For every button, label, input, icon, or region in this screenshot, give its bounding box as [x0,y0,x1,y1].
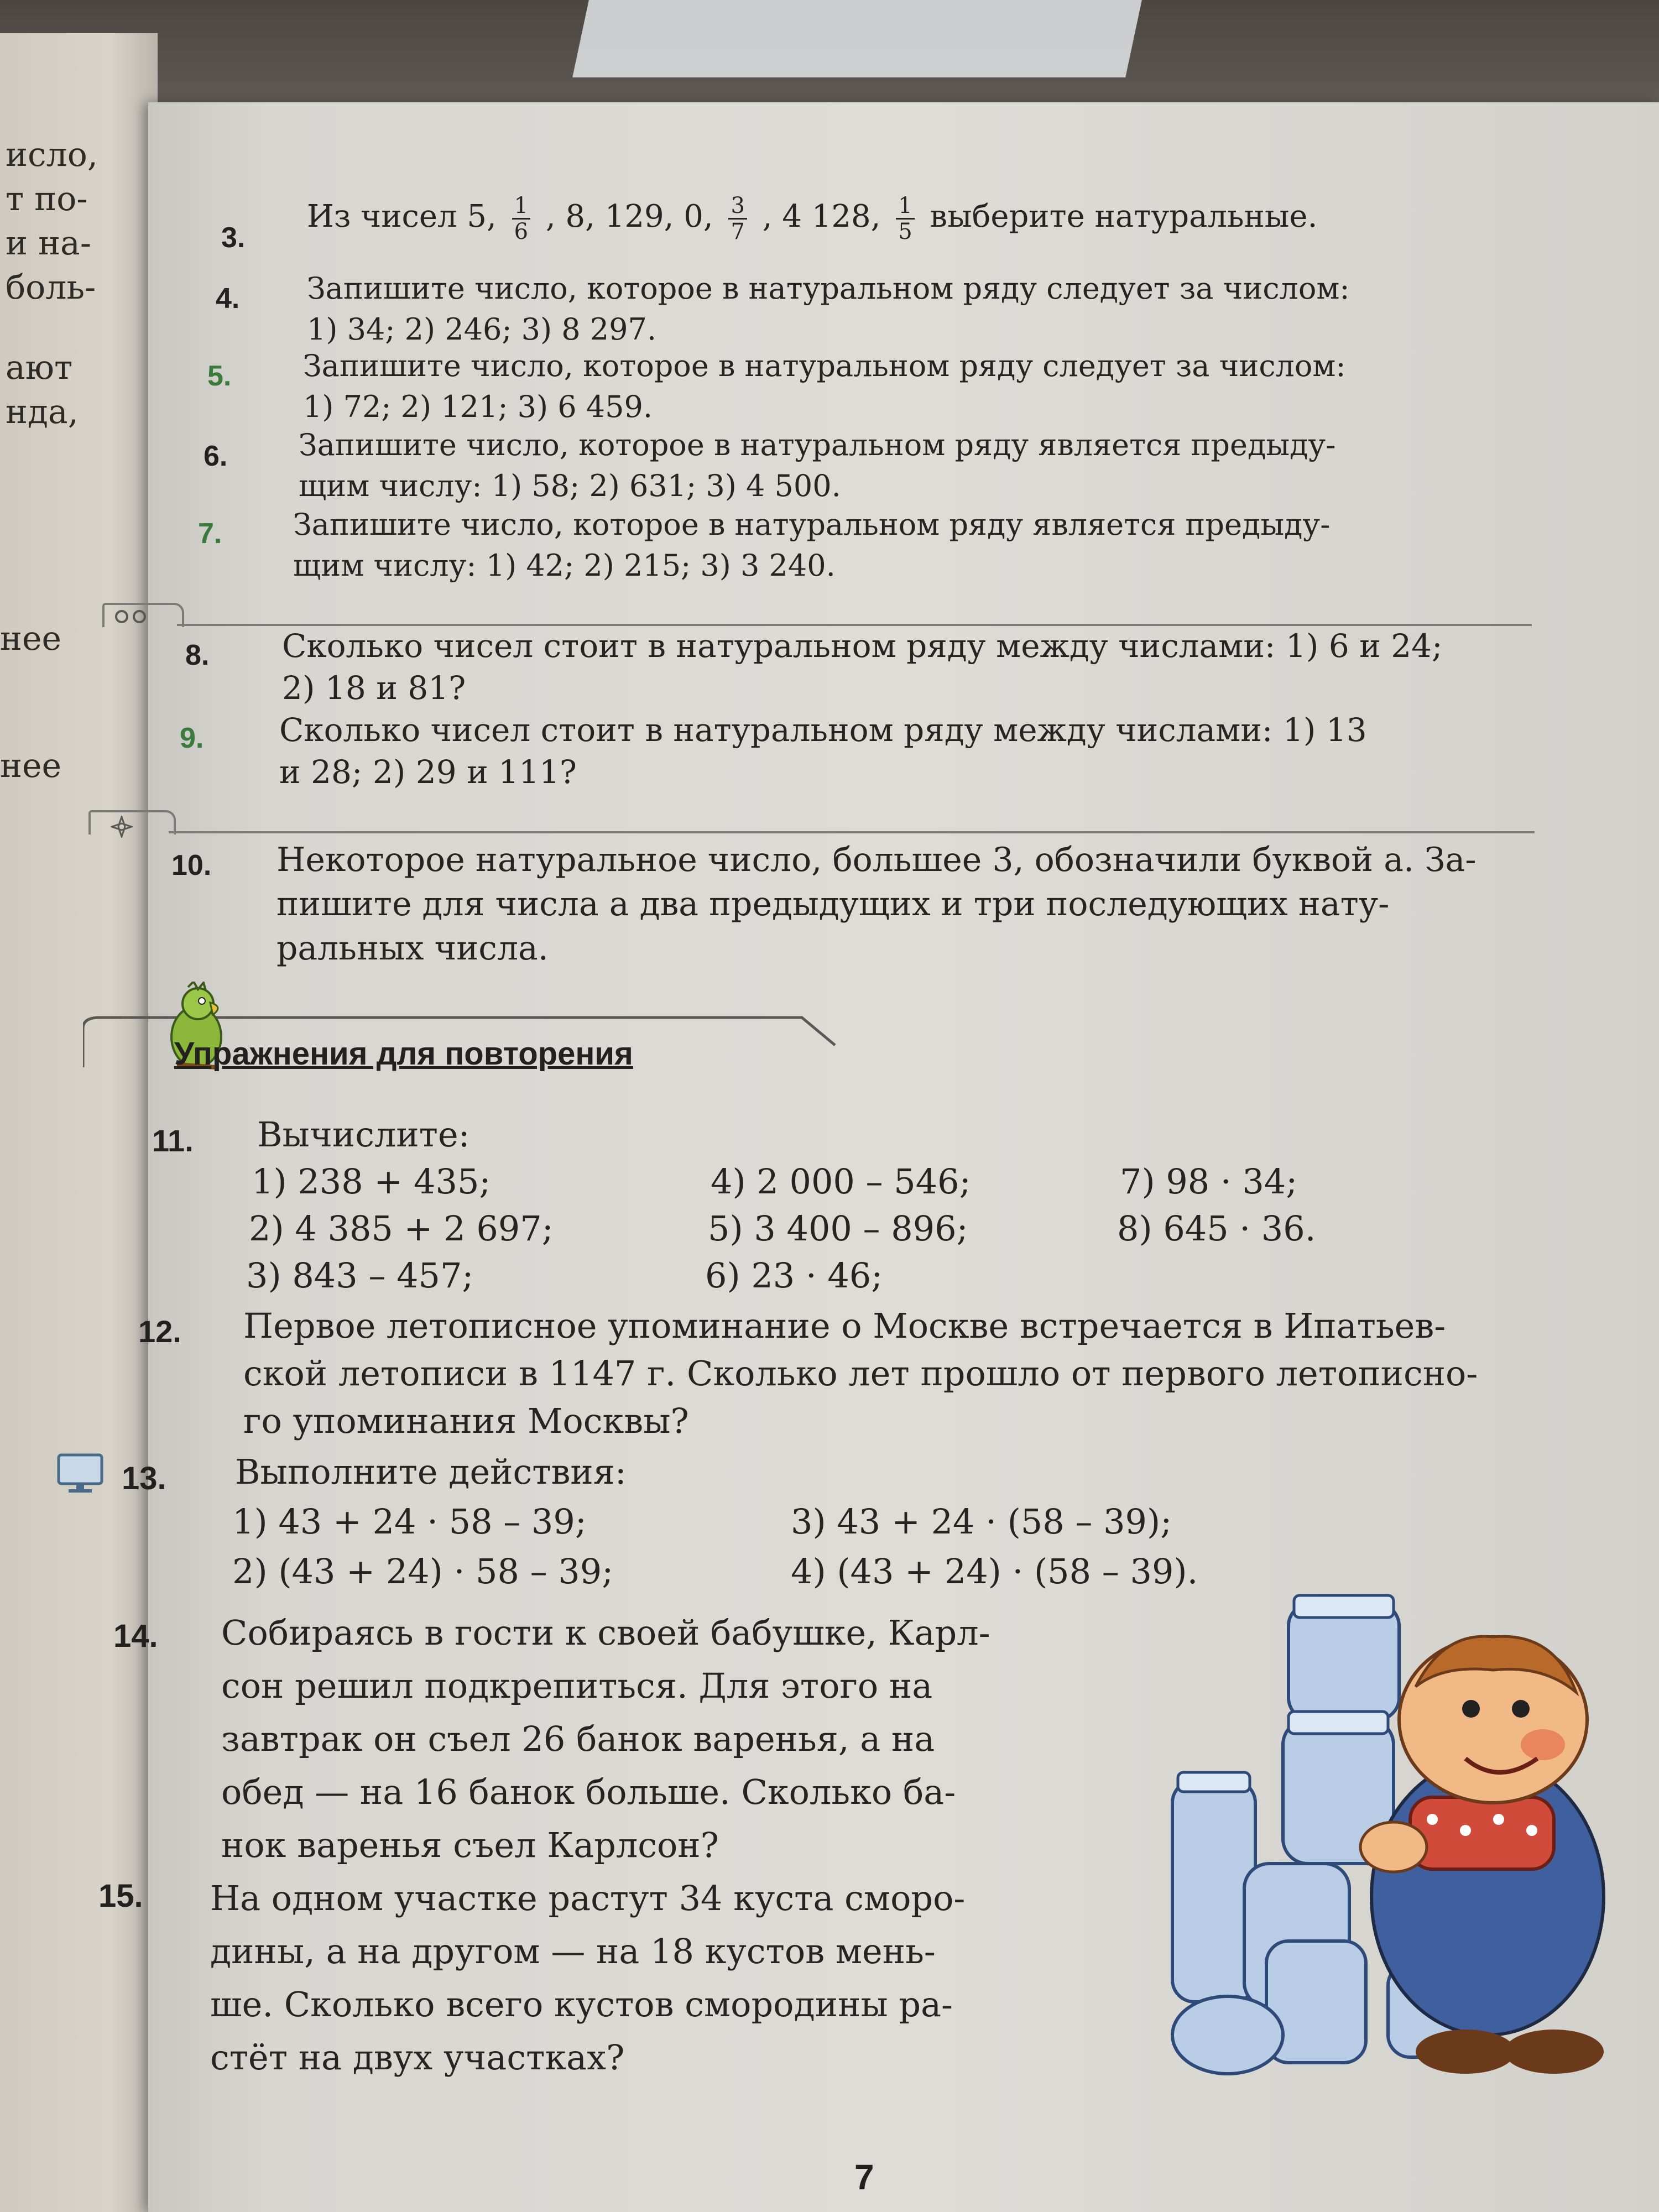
exercise-title: Вычислите: [257,1114,470,1155]
task-item: 1) 238 + 435; [252,1161,491,1202]
exercise-12-text: Первое летописное упоминание о Москве встречается в Ипатьев- ской летописи в 1147 г. Сколько лет прошло от первого летописно- го упоминания Москвы? [243,1306,1478,1441]
left-fragment: нда, [6,393,79,431]
fraction: $\frac{1}{5}$ [896,194,914,244]
left-fragment: нее [0,619,62,658]
left-fragment: т по- [6,180,88,218]
karlson-illustration [1156,1587,1653,2085]
task-item: 7) 98 · 34; [1120,1161,1298,1202]
exercise-number: 7. [198,518,222,550]
exercise-number: 11. [152,1123,194,1158]
exercise-7-text: Запишите число, которое в натуральном ряду является предыду- щим числу: 1) 42; 2) 215; 3) 3 240. [293,507,1331,583]
left-fragment: ают [6,348,73,387]
exercise-number: 14. [113,1618,158,1654]
exercise-number: 4. [216,283,240,315]
exercise-8-text: Сколько чисел стоит в натуральном ряду между числами: 1) 6 и 24; 2) 18 и 81? [282,627,1443,707]
divider [169,831,1535,833]
left-fragment: исло, [6,135,98,174]
exercise-number: 3. [221,222,246,254]
exercise-number: 9. [180,722,204,754]
exercise-5-text: Запишите число, которое в натуральном ряду следует за числом: 1) 72; 2) 121; 3) 6 459. [303,348,1346,424]
task-item: 2) 4 385 + 2 697; [249,1208,554,1249]
exercise-4-text: Запишите число, которое в натуральном ряду следует за числом: 1) 34; 2) 246; 3) 8 297. [307,271,1350,347]
task-item: 1) 43 + 24 · 58 – 39; [232,1501,587,1542]
task-item: 5) 3 400 – 896; [708,1208,968,1249]
exercise-14-text: Собираясь в гости к своей бабушке, Карл- сон решил подкрепиться. Для этого на завтрак он съел 26 банок варенья, а на обед — на 16 банок больше. Сколько ба- нок варенья съел Карлсон? [221,1613,990,1865]
page-number: 7 [854,2157,874,2197]
task-item: 3) 43 + 24 · (58 – 39); [791,1501,1172,1542]
exercise-number: 6. [204,440,228,472]
task-item: 6) 23 · 46; [705,1255,883,1296]
left-fragment: нее [0,747,62,785]
fraction: $\frac{1}{6}$ [512,194,530,244]
exercise-number: 8. [185,639,210,671]
task-item: 4) (43 + 24) · (58 – 39). [791,1551,1198,1592]
double-circle-icon [111,608,155,625]
diamond-star-icon [111,816,133,838]
exercise-6-text: Запишите число, которое в натуральном ряду является предыду- щим числу: 1) 58; 2) 631; 3) 4 500. [299,427,1336,503]
section-title: Упражнения для повторения [174,1036,633,1072]
exercise-title: Выполните действия: [235,1452,627,1492]
exercise-number: 10. [171,849,212,881]
exercise-number: 12. [138,1314,181,1349]
exercise-number: 15. [98,1878,143,1914]
left-fragment: и на- [6,224,92,263]
desk-papers [572,0,1142,77]
exercise-10-text: Некоторое натуральное число, большее 3, обозначили буквой a. За- пишите для числа a два предыдущих и три последующих нату- ральных числа. [276,841,1477,968]
monitor-icon [55,1452,105,1496]
task-item: 3) 843 – 457; [246,1255,474,1296]
fraction: $\frac{3}{7}$ [728,194,747,244]
task-item: 2) (43 + 24) · 58 – 39; [232,1551,614,1592]
exercise-number: 13. [122,1460,166,1496]
exercise-number: 5. [207,360,232,392]
task-item: 4) 2 000 – 546; [711,1161,971,1202]
exercise-3-text: Из чисел 5, $\frac{1}{6}$ , 8, 129, 0, $\frac{3}{7}$ , 4 128, $\frac{1}{5}$ выберите натуральные. [307,193,1318,244]
left-fragment: боль- [6,268,96,307]
exercise-9-text: Сколько чисел стоит в натуральном ряду между числами: 1) 13 и 28; 2) 29 и 111? [279,711,1367,791]
exercise-15-text: На одном участке растут 34 куста сморо- дины, а на другом — на 18 кустов мень- ше. Сколько всего кустов смородины ра- стёт на двух участках? [210,1878,966,2078]
task-item: 8) 645 · 36. [1117,1208,1316,1249]
